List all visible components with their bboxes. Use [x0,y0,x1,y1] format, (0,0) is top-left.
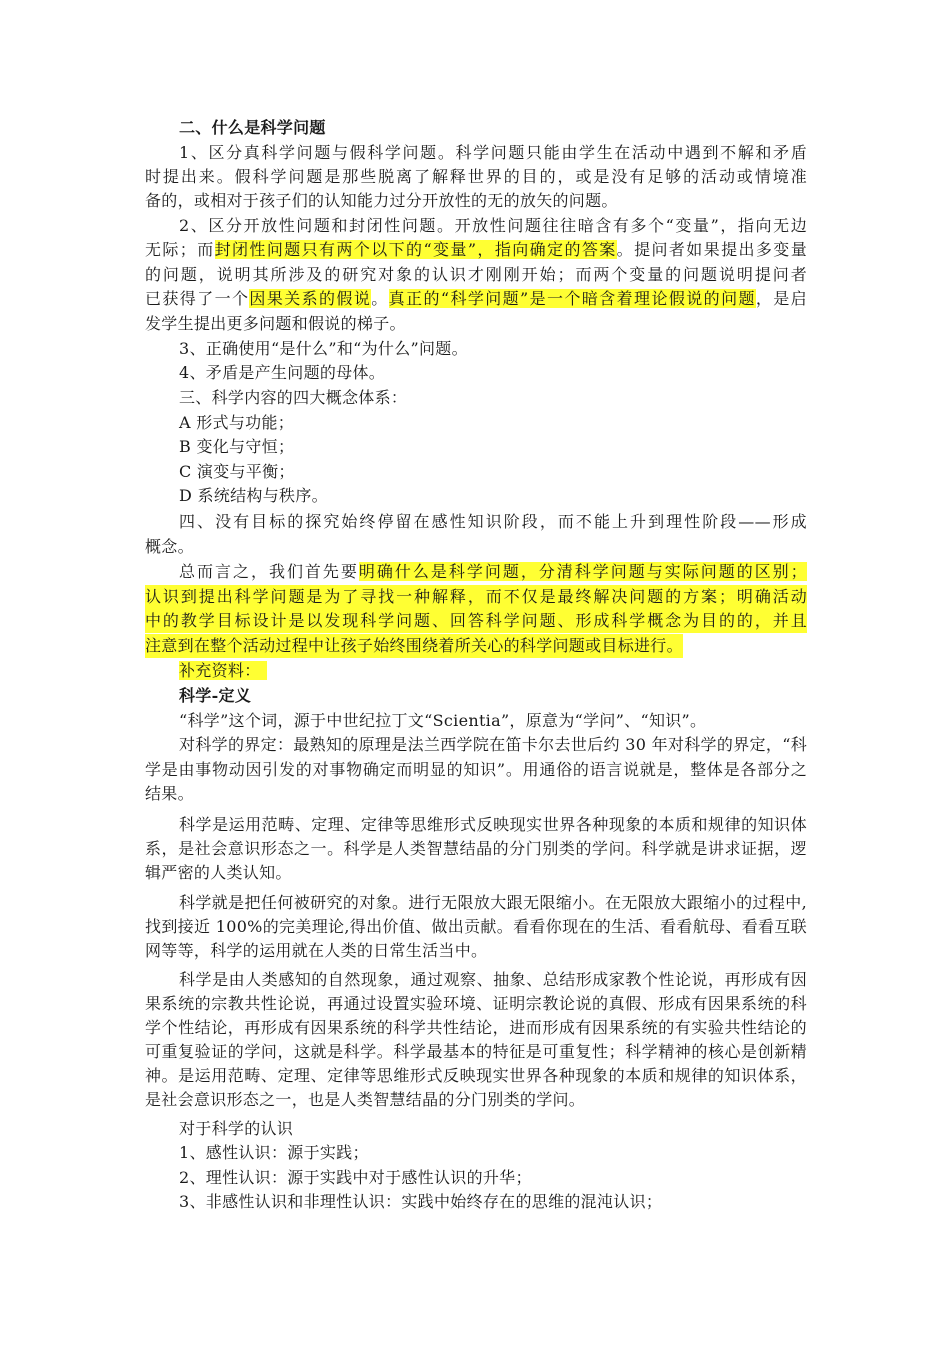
text-run: 无际；而 [145,240,215,259]
paragraph-1-line-2: 时提出来。假科学问题是那些脱离了解释世界的目的，或是没有足够的活动或情境准 [145,167,807,186]
definition-3-line-2: 系，是社会意识形态之一。科学是人类智慧结晶的分门别类的学问。科学就是讲求证据，逻 [145,839,807,858]
cognition-item-2: 2、理性认识：源于实践中对于感性认识的升华； [179,1168,532,1187]
paragraph-2-line-3: 的问题，说明其所涉及的研究对象的认识才刚刚开始；而两个变量的问题说明提问者 [145,265,807,284]
definition-5-line-5: 神。是运用范畴、定理、定律等思维形式反映现实世界各种现象的本质和规律的知识体系， [145,1066,807,1085]
list-item-d: D 系统结构与秩序。 [179,486,328,505]
text-run: 总而言之，我们首先要 [179,562,359,581]
paragraph-6-line-1: 四、没有目标的探究始终停留在感性知识阶段，而不能上升到理性阶段——形成 [179,512,807,531]
paragraph-1-line-3: 备的，或相对于孩子们的认知能力过分开放性的无的放矢的问题。 [145,191,618,210]
list-item-c: C 演变与平衡； [179,462,295,481]
definition-3-line-3: 辑严密的人类认知。 [145,863,292,882]
paragraph-2-line-1: 2、区分开放性问题和封闭性问题。开放性问题往往暗含有多个“变量”，指向无边 [179,216,807,235]
definition-2-line-1: 对科学的界定：最熟知的原理是法兰西学院在笛卡尔去世后约 30 年对科学的界定，“科 [179,735,807,754]
text-run: 。 [371,289,389,308]
section-heading-science-questions: 二、什么是科学问题 [179,118,326,137]
text-run: 。提问者如果提出多变量 [616,240,808,259]
section-heading-science-definition: 科学-定义 [179,686,252,705]
definition-5-line-3: 学个性结论，再形成有因果系统的科学共性结论，进而形成有因果系统的有实验共性结论的 [145,1018,807,1037]
summary-line-2: 认识到提出科学问题是为了寻找一种解释，而不仅是最终解决问题的方案；明确活动 [145,585,807,609]
summary-line-4: 注意到在整个活动过程中让孩子始终围绕着所关心的科学问题或目标进行。 [145,634,683,658]
definition-5-line-2: 果系统的宗教共性论说，再通过设置实验环境、证明宗教论说的真假、形成有因果系统的科 [145,994,807,1013]
paragraph-2-line-4 [145,287,807,311]
paragraph-4: 4、矛盾是产生问题的母体。 [179,363,386,382]
definition-4-line-1: 科学就是把任何被研究的对象。进行无限放大跟无限缩小。在无限放大跟缩小的过程中, [179,893,807,912]
paragraph-3: 3、正确使用“是什么”和“为什么”问题。 [179,339,468,358]
definition-4-line-3: 网等等，科学的运用就在人类的日常生活当中。 [145,941,488,960]
paragraph-5: 三、科学内容的四大概念体系： [179,388,408,407]
definition-2-line-3: 结果。 [145,784,194,803]
definition-2-line-2: 学是由事物动因引发的对事物确定而明显的知识”。用通俗的语言说就是，整体是各部分之 [145,760,807,779]
definition-5-line-1: 科学是由人类感知的自然现象，通过观察、抽象、总结形成家教个性论说，再形成有因 [179,970,807,989]
highlighted-text: 封闭性问题只有两个以下的“变量”，指向确定的答案 [214,240,617,259]
definition-3-line-1: 科学是运用范畴、定理、定律等思维形式反映现实世界各种现象的本质和规律的知识体 [179,815,807,834]
text-run: 已获得了一个 [145,289,250,308]
definition-5-line-6: 是社会意识形态之一，也是人类智慧结晶的分门别类的学问。 [145,1090,586,1109]
highlighted-text: 明确什么是科学问题，分清科学问题与实际问题的区别； [358,562,807,581]
cognition-item-3: 3、非感性认识和非理性认识：实践中始终存在的思维的混沌认识； [179,1192,663,1211]
definition-1: “科学”这个词，源于中世纪拉丁文“Scientia”，原意为“学问”、“知识”。 [179,711,707,730]
paragraph-1-line-1: 1、区分真科学问题与假科学问题。科学问题只能由学生在活动中遇到不解和矛盾 [179,143,807,162]
text-run: ，是启 [755,289,807,308]
highlighted-text: 补充资料： [179,661,267,680]
summary-line-1 [179,560,807,584]
list-item-a: A 形式与功能； [179,413,295,432]
definition-4-line-2: 找到接近 100%的完美理论,得出价值、做出贡献。看看你现在的生活、看看航母、看看互联 [145,917,807,936]
list-item-b: B 变化与守恒； [179,437,295,456]
highlighted-text: 真正的“科学问题”是一个暗含着理论假说的问题 [388,289,756,308]
supplement-label [179,659,267,683]
paragraph-2-line-5: 发学生提出更多问题和假说的梯子。 [145,314,406,333]
cognition-item-1: 1、感性认识：源于实践； [179,1143,369,1162]
paragraph-2-line-2 [145,238,807,262]
paragraph-6-line-2: 概念。 [145,537,194,556]
cognition-title: 对于科学的认识 [179,1119,294,1138]
highlighted-text: 因果关系的假说 [249,289,372,308]
definition-5-line-4: 可重复验证的学问，这就是科学。科学最基本的特征是可重复性；科学精神的核心是创新精 [145,1042,807,1061]
summary-line-3: 中的教学目标设计是以发现科学问题、回答科学问题、形成科学概念为目的的，并且 [145,609,807,633]
